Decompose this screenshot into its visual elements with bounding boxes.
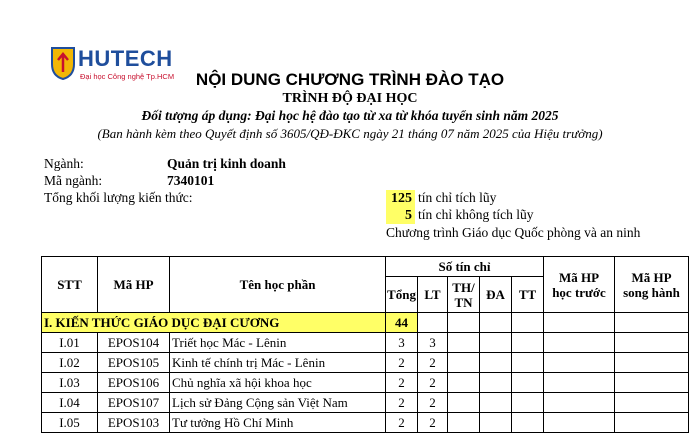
credits-noncumulative: 5: [386, 207, 415, 224]
document-title: NỘI DUNG CHƯƠNG TRÌNH ĐÀO TẠO: [195, 70, 505, 89]
curriculum-table: [41, 256, 689, 433]
table-row: [42, 373, 689, 393]
row-total: 3: [386, 333, 418, 353]
header-corequisite: Mã HP song hành: [615, 257, 689, 313]
header-lt: LT: [418, 277, 448, 313]
credits-cumulative-label: tín chỉ tích lũy: [418, 190, 497, 205]
header-stt: STT: [42, 257, 98, 313]
row-code: EPOS105: [98, 353, 170, 373]
row-stt: I.02: [42, 353, 98, 373]
table-row: [42, 413, 689, 433]
row-total: 2: [386, 393, 418, 413]
header-da: ĐA: [480, 277, 512, 313]
header-tt: TT: [512, 277, 544, 313]
row-lt: 2: [418, 413, 448, 433]
table-row: [42, 353, 689, 373]
row-lt: 2: [418, 393, 448, 413]
header-course-name: Tên học phần: [170, 257, 386, 313]
header-course-code: Mã HP: [98, 257, 170, 313]
row-lt: 2: [418, 373, 448, 393]
major-value: Quản trị kinh doanh: [167, 156, 286, 171]
major-code-label: Mã ngành:: [44, 173, 103, 188]
section-total: 44: [386, 313, 418, 333]
row-total: 2: [386, 373, 418, 393]
row-stt: I.05: [42, 413, 98, 433]
row-code: EPOS104: [98, 333, 170, 353]
row-name: Tư tưởng Hồ Chí Minh: [170, 413, 386, 433]
header-th-tn: TH/ TN: [448, 277, 480, 313]
table-row: [42, 333, 689, 353]
logo-subtitle: Đại học Công nghệ Tp.HCM: [80, 72, 175, 81]
section-name: I. KIẾN THỨC GIÁO DỤC ĐẠI CƯƠNG: [42, 313, 386, 333]
decision-note: (Ban hành kèm theo Quyết định số 3605/QĐ-ĐKC ngày 21 tháng 07 năm 2025 của Hiệu trưởng): [97, 126, 603, 141]
row-name: Triết học Mác - Lênin: [170, 333, 386, 353]
row-stt: I.04: [42, 393, 98, 413]
logo-name: HUTECH: [78, 46, 173, 71]
row-code: EPOS106: [98, 373, 170, 393]
defense-program-note: Chương trình Giáo dục Quốc phòng và an ninh: [386, 225, 641, 240]
target-audience: Đối tượng áp dụng: Đại học hệ đào tạo từ xa từ khóa tuyển sinh năm 2025: [141, 108, 559, 123]
row-code: EPOS107: [98, 393, 170, 413]
credits-cumulative: 125: [386, 190, 415, 207]
credits-noncumulative-label: tín chỉ không tích lũy: [418, 207, 534, 222]
row-stt: I.01: [42, 333, 98, 353]
row-name: Chủ nghĩa xã hội khoa học: [170, 373, 386, 393]
table-row: [42, 393, 689, 413]
header-credits: Số tín chỉ: [386, 257, 544, 277]
row-name: Kinh tế chính trị Mác - Lênin: [170, 353, 386, 373]
row-code: EPOS103: [98, 413, 170, 433]
header-total: Tổng: [386, 277, 418, 313]
header-prerequisite: Mã HP học trước: [544, 257, 615, 313]
row-lt: 3: [418, 333, 448, 353]
section-row: [42, 313, 689, 333]
row-stt: I.03: [42, 373, 98, 393]
major-label: Ngành:: [44, 156, 84, 171]
document-level: TRÌNH ĐỘ ĐẠI HỌC: [282, 91, 418, 106]
row-total: 2: [386, 413, 418, 433]
row-name: Lịch sử Đảng Cộng sản Việt Nam: [170, 393, 386, 413]
row-lt: 2: [418, 353, 448, 373]
row-total: 2: [386, 353, 418, 373]
knowledge-volume-label: Tổng khối lượng kiến thức:: [44, 190, 193, 205]
major-code-value: 7340101: [167, 173, 215, 188]
